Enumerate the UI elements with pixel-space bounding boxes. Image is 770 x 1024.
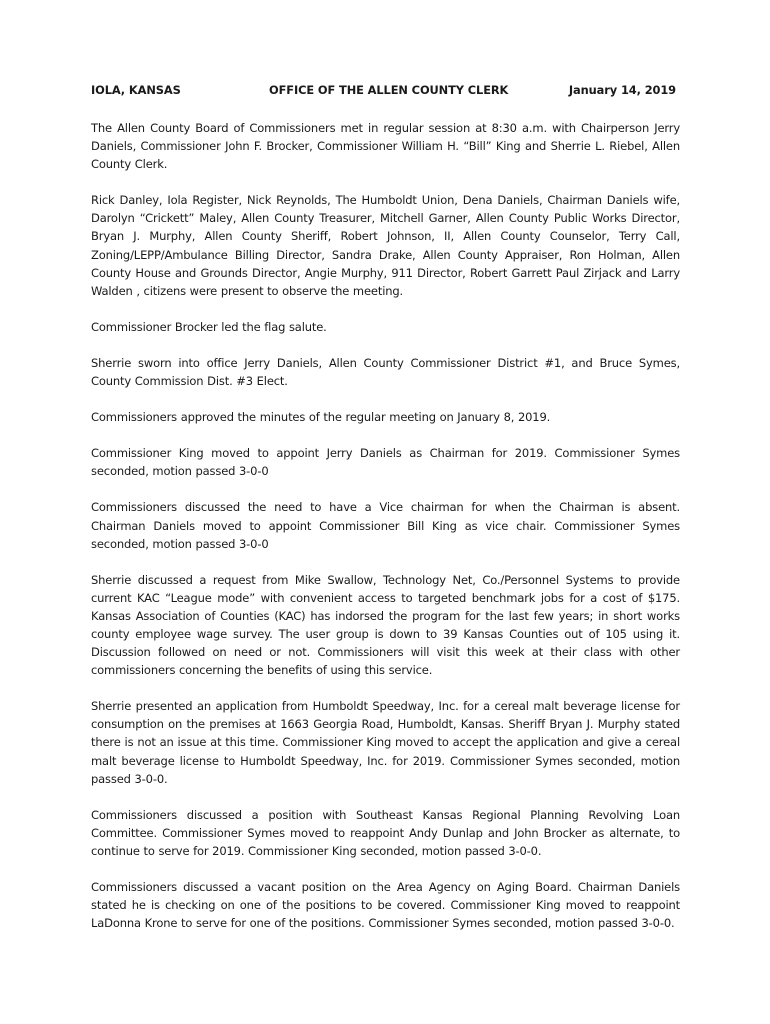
paragraph-chairman-appointment: Commissioner King moved to appoint Jerry Daniels as Chairman for 2019. Commissioner Symes seconded, motion passed 3-0-0 [91,446,680,479]
paragraph-cmb-license: Sherrie presented an application from Humboldt Speedway, Inc. for a cereal malt beverage license for consumption on the premises at 1663 Georgia Road, Humboldt, Kansas. Sheriff Bryan J. Murphy stated there is not an issue at this time. Commissioner King moved to accept the application and give a cereal malt beverage license to Humboldt Speedway, Inc. for 2019. Commissioner Symes seconded, motion passed 3-0-0. [91,699,680,786]
header-date: January 14, 2019 [568,83,676,97]
paragraph-session-attendance: The Allen County Board of Commissioners met in regular session at 8:30 a.m. with Chairperson Jerry Daniels, Commissioner John F. Brocker, Commissioner William H. “Bill” King and Sherrie L. Riebel, Allen County Clerk. [91,121,680,172]
minutes-document [91,83,680,932]
header-office: OFFICE OF THE ALLEN COUNTY CLERK [269,83,509,97]
paragraph-flag-salute: Commissioner Brocker led the flag salute. [91,319,327,334]
document-header [91,83,680,101]
paragraph-aging-board: Commissioners discussed a vacant position on the Area Agency on Aging Board. Chairman Daniels stated he is checking on one of the positions to be covered. Commissioner King moved to reappoint LaDonna Krone to serve for one of the positions. Commissioner Symes seconded, motion passed 3-0-0. [91,880,680,931]
paragraph-vice-chair: Commissioners discussed the need to have a Vice chairman for when the Chairman is absent. Chairman Daniels moved to appoint Commissioner Bill King as vice chair. Commissioner Symes seconded, motion passed 3-0-0 [91,500,680,551]
header-location: IOLA, KANSAS [91,83,181,97]
paragraph-kac-survey: Sherrie discussed a request from Mike Swallow, Technology Net, Co./Personnel Systems to provide current KAC “League mode” with convenient access to targeted benchmark jobs for a cost of $175. Kansas Association of Counties (KAC) has indorsed the program for the last few years; in short works county employee wage survey. The user group is down to 39 Kansas Counties out of 105 using it. Discussion followed on need or not. Commissioners will visit this week at their class with other commissioners concerning the benefits of using this service. [91,572,680,678]
paragraph-revolving-loan: Commissioners discussed a position with Southeast Kansas Regional Planning Revolving Loan Committee. Commissioner Symes moved to reappoint Andy Dunlap and John Brocker as alternate, to continue to serve for 2019. Commissioner King seconded, motion passed 3-0-0. [91,807,680,858]
paragraph-minutes-approved: Commissioners approved the minutes of the regular meeting on January 8, 2019. [91,410,551,425]
paragraph-observers: Rick Danley, Iola Register, Nick Reynolds, The Humboldt Union, Dena Daniels, Chairman Daniels wife, Darolyn “Crickett” Maley, Allen County Treasurer, Mitchell Garner, Allen County Public Works Director, Bryan J. Murphy, Allen County Sheriff, Robert Johnson, II, Allen County Counselor, Terry Call, Zoning/LEPP/Ambulance Billing Director, Sandra Drake, Allen County Appraiser, Ron Holman, Allen County House and Grounds Director, Angie Murphy, 911 Director, Robert Garrett Paul Zirjack and Larry Walden , citizens were present to observe the meeting. [91,193,680,298]
paragraph-sworn-in: Sherrie sworn into office Jerry Daniels, Allen County Commissioner District #1, and Bruce Symes, County Commission Dist. #3 Elect. [91,355,680,389]
